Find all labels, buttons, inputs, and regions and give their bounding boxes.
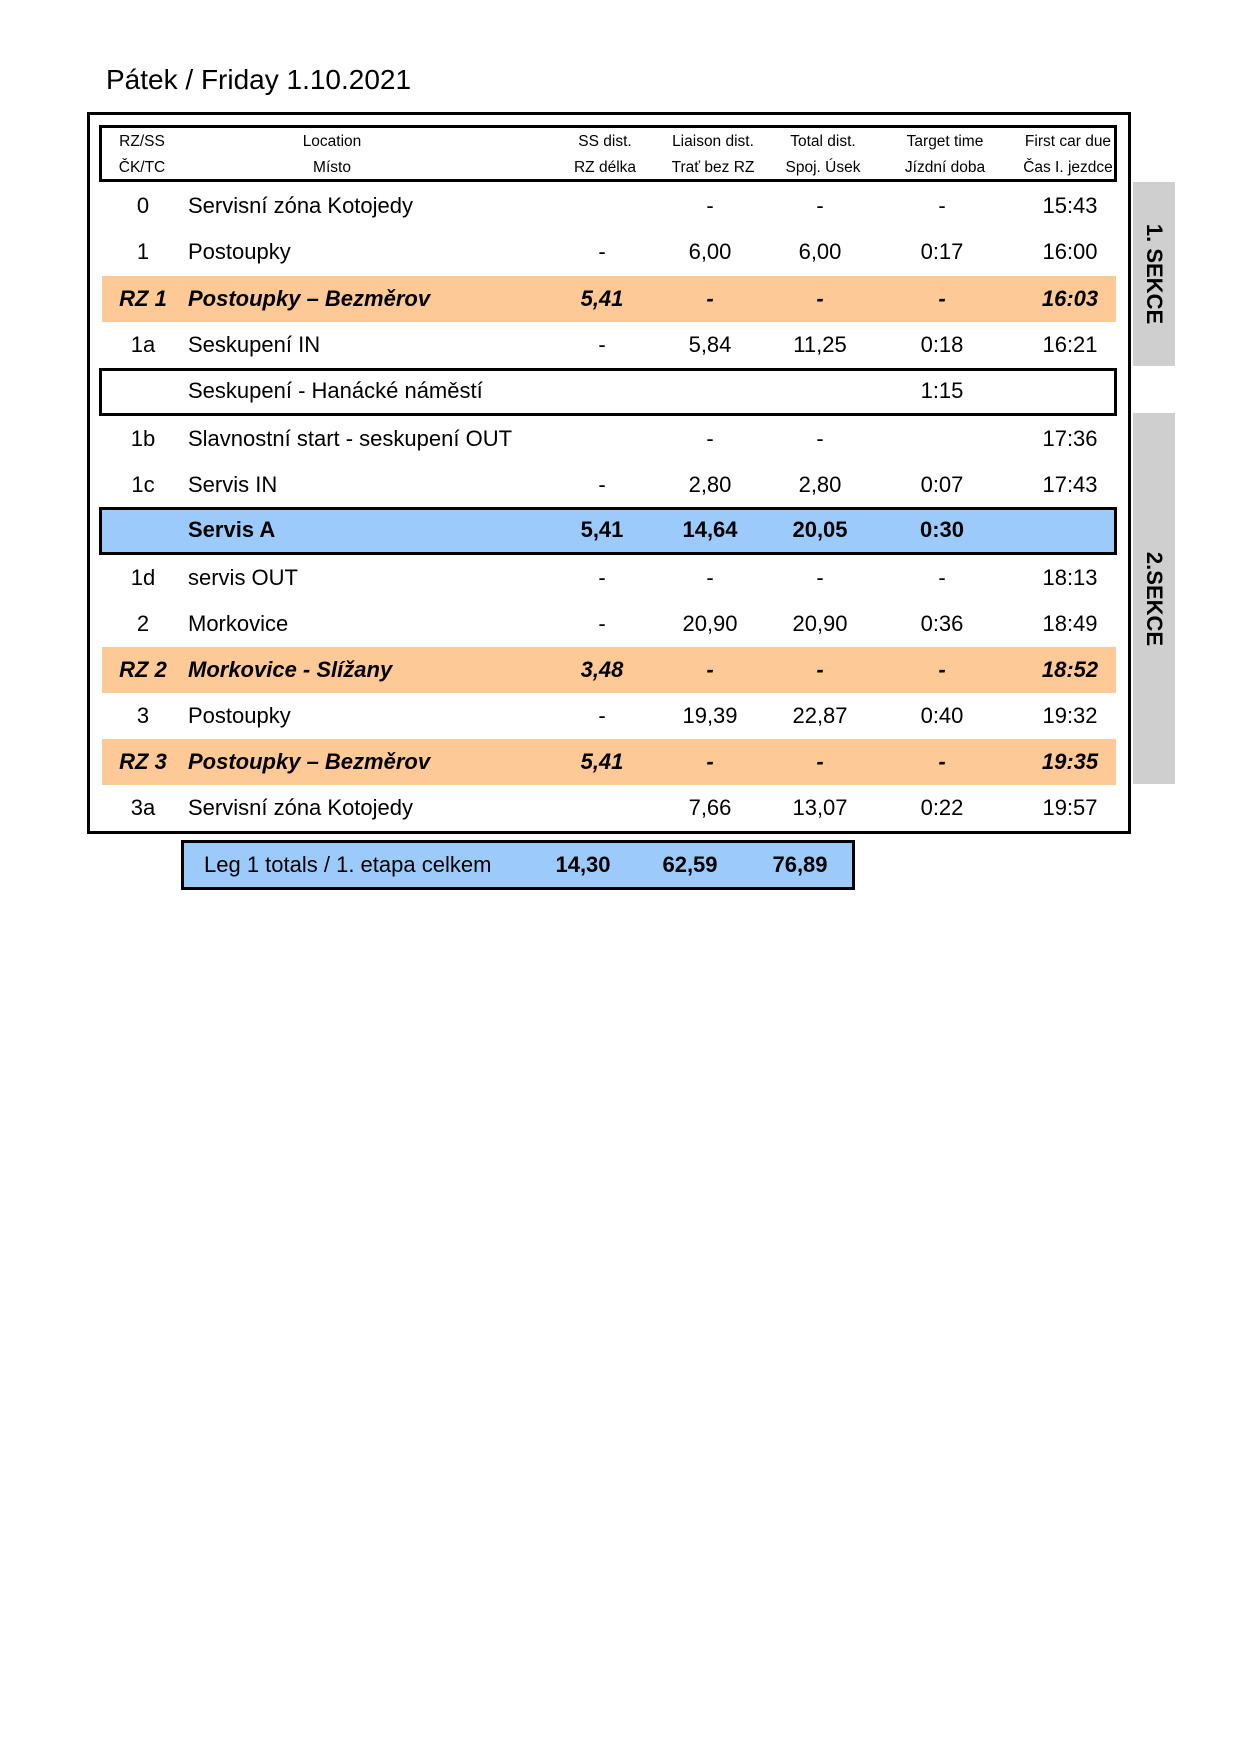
row-code: RZ 2 — [119, 657, 167, 682]
row-liaison: - — [706, 565, 714, 590]
row-location: Servis A — [188, 517, 276, 542]
row-liaison: - — [706, 286, 714, 311]
row-code — [102, 507, 184, 553]
row-ss-dist: - — [598, 472, 606, 497]
section-tab-1 — [1133, 182, 1175, 366]
table-row — [102, 785, 1116, 831]
row-first-car: 18:52 — [1041, 657, 1099, 682]
row-ss-dist — [542, 416, 662, 462]
row-liaison: 5,84 — [688, 332, 732, 357]
row-target: - — [938, 565, 946, 590]
row-ss-dist — [542, 785, 662, 831]
row-location: Slavnostní start - seskupení OUT — [188, 426, 513, 451]
row-location: Postoupky – Bezměrov — [188, 749, 431, 774]
stage-row — [102, 739, 1116, 785]
row-location: Morkovice — [188, 611, 289, 636]
row-ss-dist: - — [598, 565, 606, 590]
header-liaison-cz: Trať bez RZ — [671, 159, 755, 176]
row-liaison: - — [706, 749, 714, 774]
row-target: - — [938, 286, 946, 311]
leg-totals-box — [181, 840, 855, 890]
table-row — [102, 416, 1116, 462]
totals-ss-dist: 14,30 — [555, 852, 611, 877]
row-total: - — [816, 426, 824, 451]
row-location: Postoupky — [188, 703, 291, 728]
table-row — [102, 555, 1116, 601]
row-target: 0:22 — [920, 795, 964, 820]
row-code — [102, 368, 184, 414]
header-code-cz: ČK/TC — [118, 159, 166, 176]
row-first-car: 17:36 — [1042, 426, 1098, 451]
section-label-1: 1. SEKCE — [1142, 223, 1167, 325]
section-label-2: 2.SEKCE — [1142, 551, 1167, 646]
header-target: Target time — [906, 133, 984, 150]
row-total: 6,00 — [798, 239, 842, 264]
totals-total: 76,89 — [772, 852, 828, 877]
row-total: - — [816, 657, 824, 682]
header-total-cz: Spoj. Úsek — [785, 159, 861, 176]
row-ss-dist: 5,41 — [580, 517, 624, 542]
row-total: - — [816, 286, 824, 311]
row-ss-dist — [542, 183, 662, 229]
row-total: - — [816, 193, 824, 218]
row-target: 0:40 — [920, 703, 964, 728]
table-row — [102, 183, 1116, 229]
header-location: Location — [302, 133, 362, 150]
row-first-car: 19:35 — [1041, 749, 1099, 774]
row-ss-dist: - — [598, 239, 606, 264]
row-target: 0:17 — [920, 239, 964, 264]
header-location-cz: Místo — [313, 159, 351, 176]
stage-row — [102, 647, 1116, 693]
row-target: - — [938, 193, 946, 218]
row-code: 3a — [130, 795, 156, 820]
header-code: RZ/SS — [119, 133, 165, 150]
row-target: 0:36 — [920, 611, 964, 636]
stage-row — [102, 276, 1116, 322]
header-first-car: First car due — [1024, 133, 1112, 150]
service-row — [99, 507, 1117, 555]
table-header — [99, 125, 1117, 182]
row-liaison: 14,64 — [682, 517, 738, 542]
row-first-car: 16:03 — [1041, 286, 1099, 311]
row-liaison: - — [706, 426, 714, 451]
row-first-car: 19:57 — [1042, 795, 1098, 820]
row-code: 3 — [136, 703, 150, 728]
table-row — [102, 462, 1116, 508]
row-first-car: 17:43 — [1042, 472, 1098, 497]
row-target: - — [938, 657, 946, 682]
row-target: 1:15 — [920, 378, 964, 403]
section-tab-2 — [1133, 413, 1175, 784]
header-total: Total dist. — [790, 133, 856, 150]
row-total: 22,87 — [792, 703, 848, 728]
row-ss-dist: 3,48 — [580, 657, 624, 682]
row-code: 1d — [130, 565, 156, 590]
row-liaison: 2,80 — [688, 472, 732, 497]
row-total: 2,80 — [798, 472, 842, 497]
row-code: 1 — [136, 239, 150, 264]
row-target: 0:30 — [919, 517, 965, 542]
page-title: Pátek / Friday 1.10.2021 — [106, 64, 412, 95]
row-target: - — [938, 749, 946, 774]
row-liaison: 6,00 — [688, 239, 732, 264]
header-liaison: Liaison dist. — [672, 133, 754, 150]
header-target-cz: Jízdní doba — [904, 159, 986, 176]
row-liaison: 20,90 — [682, 611, 738, 636]
row-code: RZ 3 — [119, 749, 167, 774]
totals-label: Leg 1 totals / 1. etapa celkem — [204, 852, 492, 877]
row-ss-dist: 5,41 — [580, 286, 624, 311]
row-first-car: 16:00 — [1042, 239, 1098, 264]
row-ss-dist: 5,41 — [580, 749, 624, 774]
row-total: - — [816, 749, 824, 774]
row-liaison: - — [706, 193, 714, 218]
row-target — [882, 416, 1002, 462]
row-location: Postoupky — [188, 239, 291, 264]
row-location: Seskupení IN — [188, 332, 321, 357]
row-liaison: - — [706, 657, 714, 682]
row-ss-dist: - — [598, 332, 606, 357]
table-row — [102, 601, 1116, 647]
row-ss-dist — [542, 368, 662, 414]
row-total — [760, 368, 880, 414]
table-row — [102, 229, 1116, 275]
table-row — [102, 693, 1116, 739]
row-target: 0:18 — [920, 332, 964, 357]
totals-liaison: 62,59 — [662, 852, 718, 877]
row-ss-dist: - — [598, 611, 606, 636]
regroup-row — [99, 368, 1117, 416]
row-total: 20,90 — [792, 611, 848, 636]
table-row — [102, 322, 1116, 368]
row-liaison — [650, 368, 770, 414]
row-first-car: 16:21 — [1042, 332, 1098, 357]
row-location: Servis IN — [188, 472, 278, 497]
row-total: 13,07 — [792, 795, 848, 820]
row-target: 0:07 — [920, 472, 964, 497]
row-liaison: 7,66 — [688, 795, 732, 820]
row-code: RZ 1 — [119, 286, 167, 311]
row-code: 0 — [136, 193, 150, 218]
row-location: servis OUT — [188, 565, 298, 590]
row-code: 2 — [136, 611, 150, 636]
row-location: Postoupky – Bezměrov — [188, 286, 431, 311]
row-first-car — [1010, 507, 1130, 553]
row-code: 1b — [130, 426, 156, 451]
row-liaison: 19,39 — [682, 703, 738, 728]
row-first-car: 15:43 — [1042, 193, 1098, 218]
row-first-car — [1010, 368, 1130, 414]
row-location: Morkovice - Slížany — [188, 657, 393, 682]
row-code: 1c — [131, 472, 155, 497]
header-ss-dist: SS dist. — [578, 133, 632, 150]
header-first-car-cz: Čas I. jezdce — [1023, 159, 1113, 176]
row-first-car: 19:32 — [1042, 703, 1098, 728]
row-total: 11,25 — [793, 332, 847, 357]
row-location: Servisní zóna Kotojedy — [188, 795, 414, 820]
row-first-car: 18:13 — [1042, 565, 1098, 590]
row-location: Servisní zóna Kotojedy — [188, 193, 414, 218]
row-location: Seskupení - Hanácké náměstí — [188, 378, 483, 403]
row-first-car: 18:49 — [1042, 611, 1098, 636]
row-total: 20,05 — [792, 517, 848, 542]
header-ss-dist-cz: RZ délka — [573, 159, 637, 176]
row-ss-dist: - — [598, 703, 606, 728]
row-total: - — [816, 565, 824, 590]
row-code: 1a — [130, 332, 156, 357]
